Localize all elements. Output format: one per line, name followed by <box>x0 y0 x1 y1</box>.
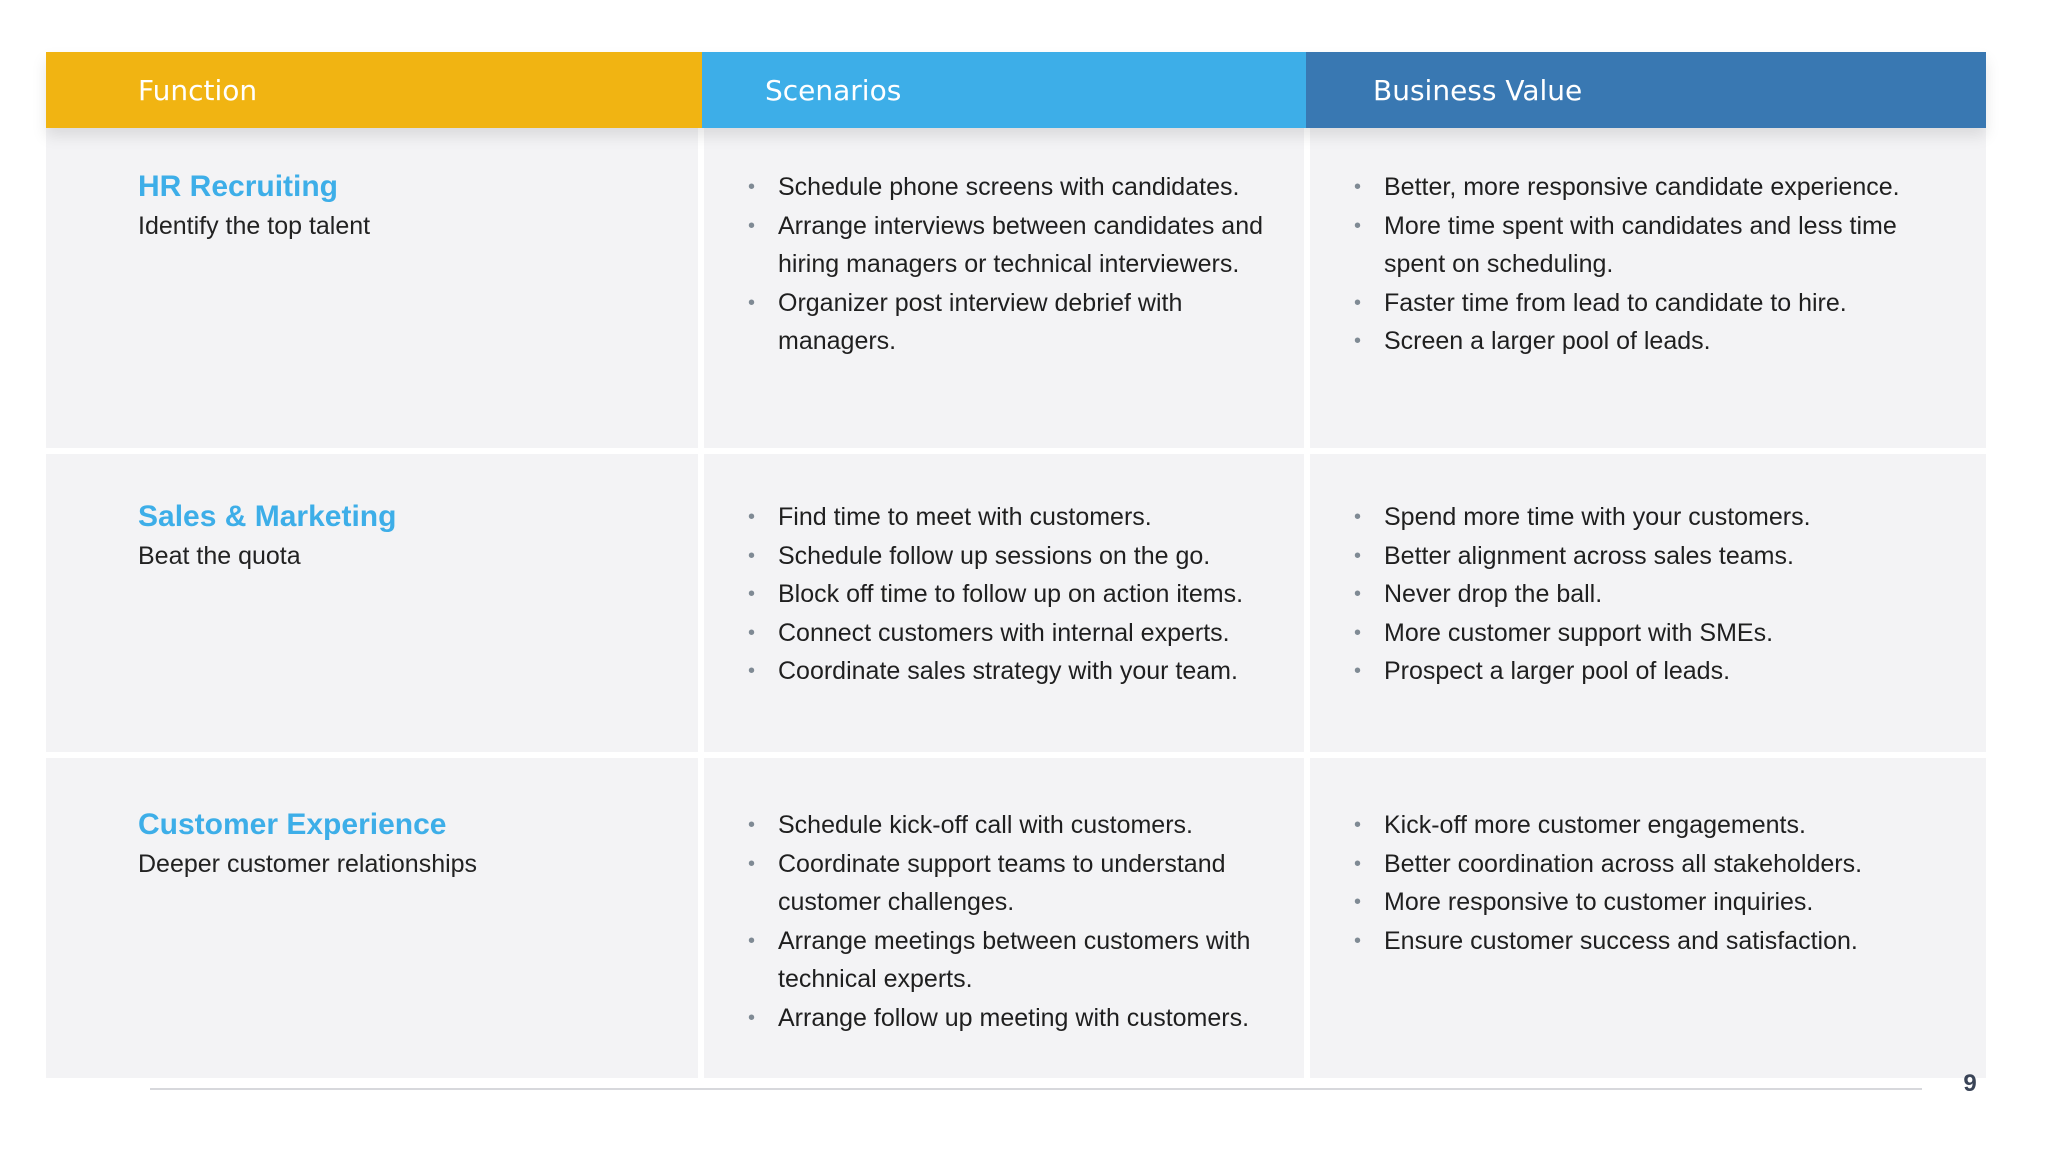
list-item: • Never drop the ball. <box>1354 575 1956 614</box>
scenarios-cell <box>704 128 1304 448</box>
list-item: • Better, more responsive candidate experience. <box>1354 168 1956 207</box>
function-title: HR Recruiting <box>138 170 339 203</box>
list-item: • Better coordination across all stakeholders. <box>1354 845 1956 884</box>
business-value-list <box>1354 168 1956 361</box>
list-item: • Schedule kick-off call with customers. <box>748 806 1284 845</box>
list-item: • More customer support with SMEs. <box>1354 614 1956 653</box>
business-value-cell <box>1310 454 1986 752</box>
function-cell <box>46 128 698 448</box>
table-row <box>46 128 1986 448</box>
list-item: • Arrange meetings between customers with technical experts. <box>748 922 1284 999</box>
list-item: • More responsive to customer inquiries. <box>1354 883 1956 922</box>
list-item: • Coordinate sales strategy with your team. <box>748 652 1284 691</box>
list-item: • Kick-off more customer engagements. <box>1354 806 1956 845</box>
table-row <box>46 454 1986 752</box>
list-item: • More time spent with candidates and less time spent on scheduling. <box>1354 207 1956 284</box>
scenarios-list <box>748 168 1284 361</box>
header-function: Function <box>46 52 702 128</box>
list-item: • Better alignment across sales teams. <box>1354 537 1956 576</box>
scenarios-list <box>748 498 1284 691</box>
list-item: • Spend more time with your customers. <box>1354 498 1956 537</box>
list-item: • Block off time to follow up on action items. <box>748 575 1284 614</box>
list-item: • Ensure customer success and satisfaction. <box>1354 922 1956 961</box>
function-subtitle: Beat the quota <box>138 542 301 570</box>
list-item: • Schedule follow up sessions on the go. <box>748 537 1284 576</box>
list-item: • Find time to meet with customers. <box>748 498 1284 537</box>
page-number: 9 <box>1963 1070 1977 1097</box>
business-value-cell <box>1310 758 1986 1078</box>
function-title: Customer Experience <box>138 808 447 841</box>
header-business-value: Business Value <box>1306 52 1986 128</box>
list-item: • Screen a larger pool of leads. <box>1354 322 1956 361</box>
function-subtitle: Identify the top talent <box>138 212 371 240</box>
list-item: • Faster time from lead to candidate to hire. <box>1354 284 1956 323</box>
table-header <box>46 52 1986 128</box>
footer-divider <box>150 1088 1922 1090</box>
list-item: • Arrange interviews between candidates and hiring managers or technical interviewers. <box>748 207 1284 284</box>
list-item: • Organizer post interview debrief with managers. <box>748 284 1284 361</box>
header-scenarios: Scenarios <box>702 52 1306 128</box>
list-item: • Connect customers with internal experts. <box>748 614 1284 653</box>
list-item: • Schedule phone screens with candidates. <box>748 168 1284 207</box>
list-item: • Arrange follow up meeting with customers. <box>748 999 1284 1038</box>
functions-table <box>46 52 1986 1078</box>
scenarios-list <box>748 806 1284 1037</box>
list-item: • Coordinate support teams to understand customer challenges. <box>748 845 1284 922</box>
scenarios-cell <box>704 454 1304 752</box>
function-subtitle: Deeper customer relationships <box>138 850 478 878</box>
business-value-list <box>1354 806 1956 960</box>
business-value-list <box>1354 498 1956 691</box>
function-title: Sales & Marketing <box>138 500 397 533</box>
table-row <box>46 758 1986 1078</box>
list-item: • Prospect a larger pool of leads. <box>1354 652 1956 691</box>
function-cell <box>46 758 698 1078</box>
business-value-cell <box>1310 128 1986 448</box>
function-cell <box>46 454 698 752</box>
scenarios-cell <box>704 758 1304 1078</box>
